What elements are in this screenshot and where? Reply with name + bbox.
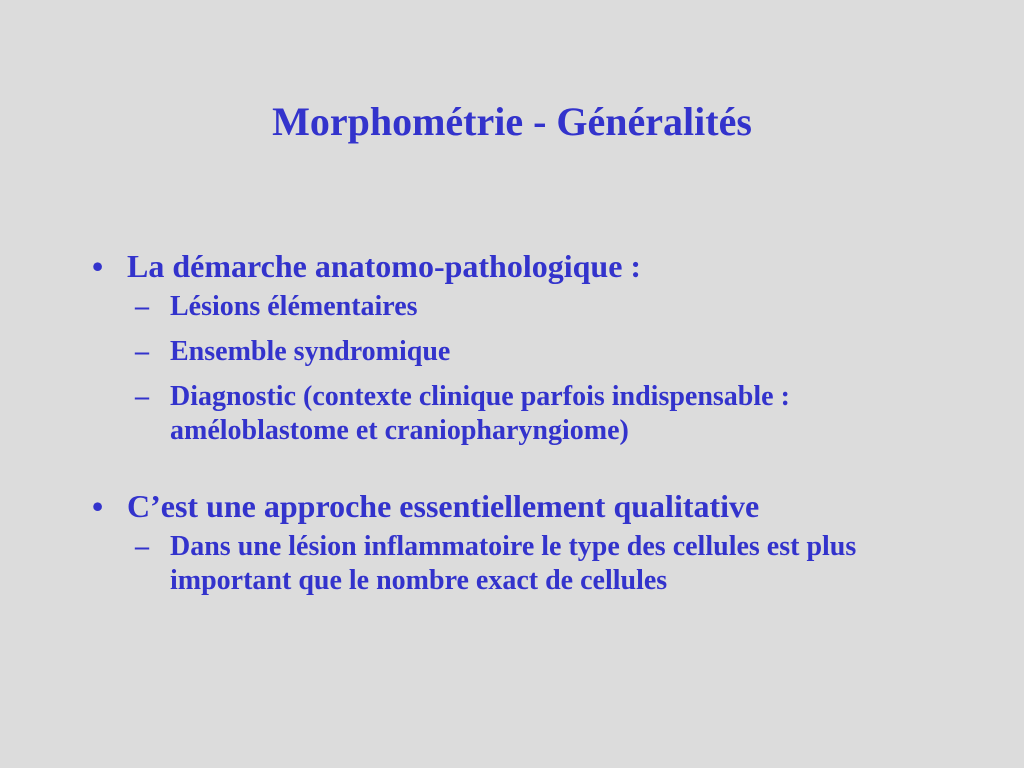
dash-marker: – (135, 381, 149, 412)
bullet-item (92, 486, 972, 526)
dash-marker: – (135, 291, 149, 322)
slide-content (92, 246, 972, 609)
sub-item-text: Dans une lésion inflammatoire le type des cellules est plus important que le nombre exact de cellules (170, 531, 857, 596)
slide-title: Morphométrie - Généralités (272, 99, 752, 144)
sub-item (135, 335, 972, 369)
bullet-text: La démarche anatomo-pathologique : (127, 248, 642, 284)
sub-item-text: Lésions élémentaires (170, 291, 418, 322)
sub-list (135, 290, 972, 448)
sub-item (135, 290, 972, 324)
dash-marker: – (135, 336, 149, 367)
bullet-marker: • (92, 248, 104, 284)
bullet-marker: • (92, 488, 104, 524)
sub-item-text: Ensemble syndromique (170, 336, 451, 367)
sub-list (135, 530, 972, 598)
sub-item (135, 380, 972, 448)
bullet-text: C’est une approche essentiellement qualitative (127, 488, 760, 524)
bullet-item (92, 246, 972, 286)
sub-item-text: Diagnostic (contexte clinique parfois indispensable : améloblastome et craniopharyngiome) (170, 381, 790, 446)
dash-marker: – (135, 531, 149, 562)
bullet-block-1 (92, 246, 972, 448)
sub-item (135, 530, 890, 598)
bullet-block-2 (92, 486, 972, 598)
